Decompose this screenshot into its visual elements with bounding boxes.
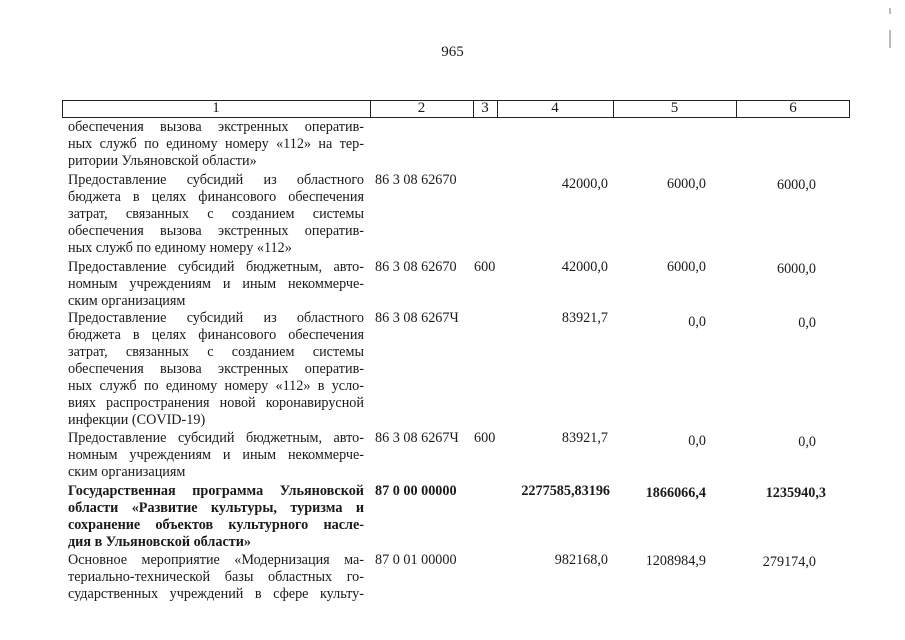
expense-kind: 600 <box>474 430 496 446</box>
header-col-5: 5 <box>670 100 679 116</box>
header-col-6: 6 <box>789 100 797 116</box>
name-line: ским организациям <box>68 293 186 309</box>
amount-col-5: 6000,0 <box>666 176 706 192</box>
row-name <box>68 430 364 481</box>
amount-col-4: 982168,0 <box>554 552 608 568</box>
name-line: ных служб по единому номеру «112» на тер- <box>68 136 364 152</box>
row-name <box>68 483 364 551</box>
name-line: номным учреждениям и иным некоммерче- <box>68 447 364 463</box>
header-col-3: 3 <box>481 100 489 116</box>
name-line: обеспечения вызова экстренных оператив- <box>68 119 364 135</box>
amount-col-4: 42000,0 <box>561 176 608 192</box>
row-name <box>68 259 364 310</box>
name-line: виях распространения новой коронавирусной <box>68 395 364 411</box>
name-line: Основное мероприятие «Модернизация ма- <box>68 552 364 568</box>
target-article-code: 87 0 00 00000 <box>375 483 457 499</box>
name-line: Государственная программа Ульяновской <box>68 483 364 499</box>
name-line: териально-технической базы областных го- <box>68 569 364 585</box>
target-article-code: 86 3 08 62670 <box>375 172 457 188</box>
name-line: бюджета в целях финансового обеспечения <box>68 189 364 205</box>
row-name <box>68 119 364 170</box>
amount-col-4: 83921,7 <box>561 430 608 446</box>
row-name <box>68 552 364 603</box>
name-line: Предоставление субсидий бюджетным, авто- <box>68 430 364 446</box>
amount-col-6: 279174,0 <box>762 554 816 570</box>
target-article-code: 86 3 08 62670 <box>375 259 457 275</box>
amount-col-5: 1866066,4 <box>645 485 706 501</box>
amount-col-4: 83921,7 <box>561 310 608 326</box>
table-header <box>62 100 850 119</box>
scan-mark <box>889 30 891 48</box>
amount-col-4: 42000,0 <box>561 259 608 275</box>
page-number: 965 <box>441 44 464 60</box>
name-line: Предоставление субсидий из областного <box>68 172 364 188</box>
scan-mark <box>889 8 891 14</box>
name-line: обеспечения вызова экстренных оператив- <box>68 223 364 239</box>
amount-col-5: 0,0 <box>688 433 706 449</box>
amount-col-6: 0,0 <box>798 315 816 331</box>
amount-col-6: 6000,0 <box>776 177 816 193</box>
name-line: сударственных учреждений в сфере культу- <box>68 586 364 602</box>
amount-col-5: 1208984,9 <box>645 553 706 569</box>
name-line: затрат, связанных с созданием системы <box>68 344 364 360</box>
header-col-1: 1 <box>212 100 220 116</box>
name-line: области «Развитие культуры, туризма и <box>68 500 364 516</box>
name-line: ных служб по единому номеру «112» в усло- <box>68 378 364 394</box>
expense-kind: 600 <box>474 259 496 275</box>
name-line: номным учреждениям и иным некоммерче- <box>68 276 364 292</box>
amount-col-6: 1235940,3 <box>765 485 826 501</box>
name-line: дия в Ульяновской области» <box>68 534 252 550</box>
name-line: инфекции (COVID-19) <box>68 412 206 428</box>
amount-col-4: 2277585,83196 <box>521 483 610 499</box>
header-col-4: 4 <box>551 100 559 116</box>
target-article-code: 87 0 01 00000 <box>375 552 457 568</box>
name-line: Предоставление субсидий бюджетным, авто- <box>68 259 364 275</box>
name-line: обеспечения вызова экстренных оператив- <box>68 361 364 377</box>
name-line: ных служб по единому номеру «112» <box>68 240 292 256</box>
name-line: ритории Ульяновской области» <box>68 153 257 169</box>
amount-col-6: 6000,0 <box>776 261 816 277</box>
target-article-code: 86 3 08 6267Ч <box>375 430 459 446</box>
name-line: сохранение объектов культурного насле- <box>68 517 364 533</box>
name-line: затрат, связанных с созданием системы <box>68 206 364 222</box>
header-col-2: 2 <box>417 100 426 116</box>
amount-col-5: 6000,0 <box>666 259 706 275</box>
row-name <box>68 310 364 429</box>
row-name <box>68 172 364 257</box>
name-line: ским организациям <box>68 464 186 480</box>
name-line: бюджета в целях финансового обеспечения <box>68 327 364 343</box>
amount-col-5: 0,0 <box>688 314 706 330</box>
target-article-code: 86 3 08 6267Ч <box>375 310 459 326</box>
amount-col-6: 0,0 <box>798 434 816 450</box>
name-line: Предоставление субсидий из областного <box>68 310 364 326</box>
